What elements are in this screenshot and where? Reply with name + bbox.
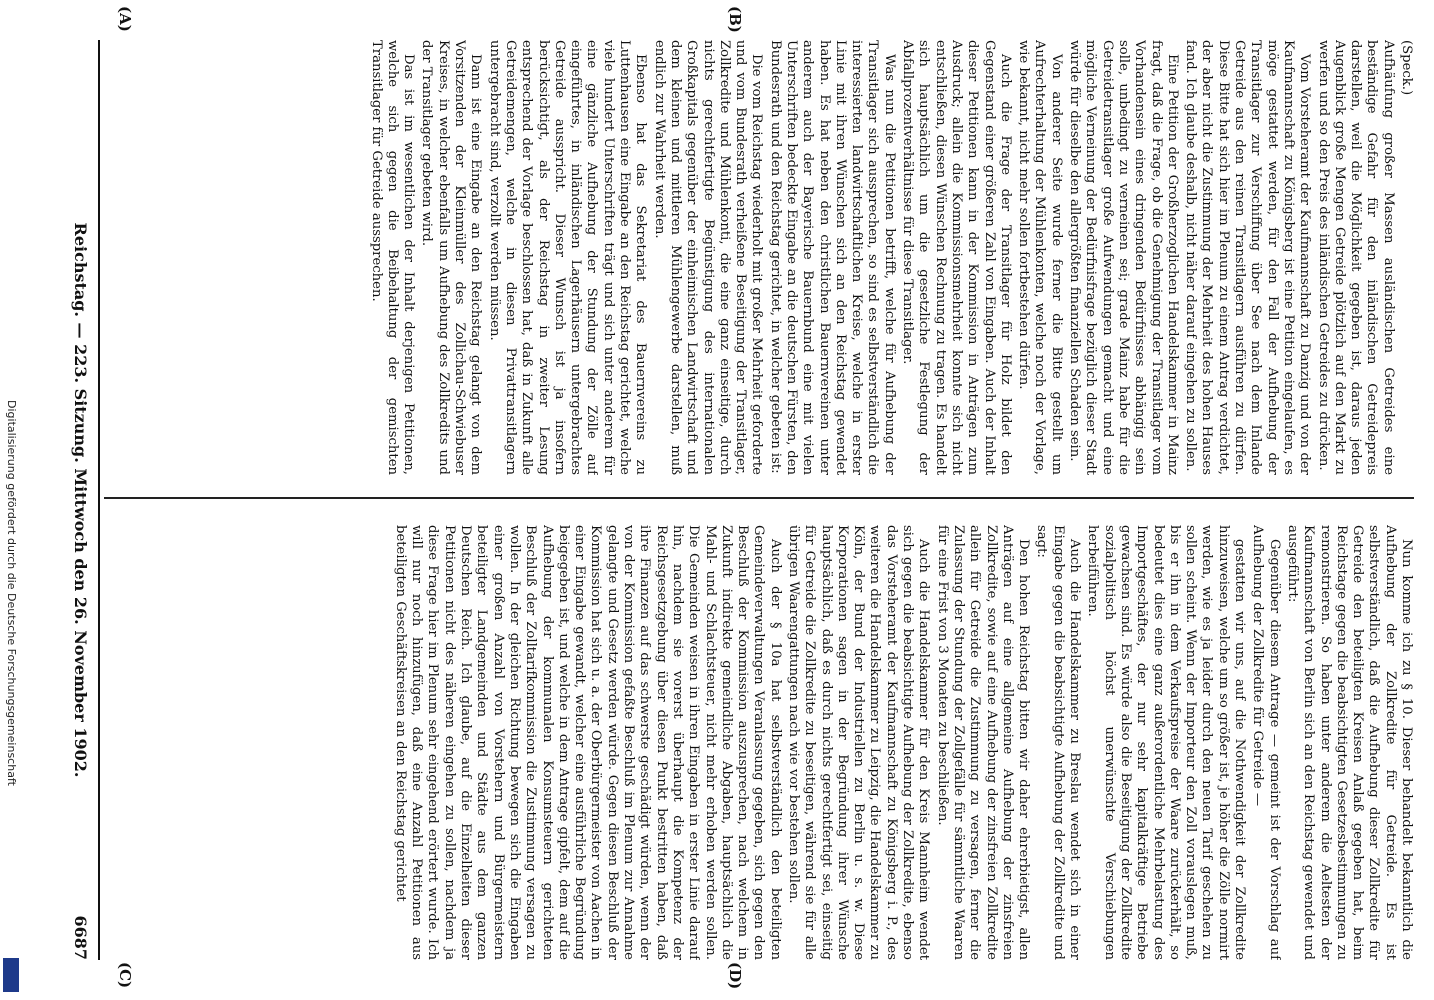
paragraph: Eine Petition der Großherzoglichen Handelskammer in Mainz fragt, daß die Frage, ob die Genehmigung der Transitlager vom Vorhandensein eines dringenden Bedürfnisses abhängig sein solle, unbedingt zu verneinen sei; grade Mainz habe für die Getreidetransitlager große Aufwendungen gemacht und eine mögliche Verneinung der Bedürfnisfrage bezüglich dieser Stadt würde für dieselbe den allergrößten finanziellen Schaden sein. xyxy=(1067,40,1180,475)
speaker-name: (Speck.) xyxy=(1399,40,1414,96)
column-divider xyxy=(104,497,1414,499)
paragraph: Auch die Handelskammer für den Kreis Mannheim wendet sich gegen die beabsichtigte Aufhebung der Zollkredite, ebenso das Vorsteheramt der Kaufmannschaft zu Königsberg i. P., des weiteren die Handelskammer zu Leipzig, die Handelskammer zu Köln, der Bund der Industriellen zu Berlin u. s. w. Diese Korporationen sagen in der Begründung ihrer Wünsche hauptsächlich, daß es durch nichts gerechtfertigt sei, einseitig für Getreide die Zollkredite zu beseitigen, während sie für alle übrigen Waarengattungen nach wie vor bestehen sollen. xyxy=(786,525,932,960)
margin-marker-c: (C) xyxy=(116,962,134,989)
paragraph: Was nun die Petitionen betrifft, welche für Aufhebung der Transitlager sich aussprechen, so sind es selbstverständlich die interessierten landwirtschaftlichen Kreise, welche in erster Linie mit ihren Wünschen sich an den Reichstag gewendet haben. Es hat neben den christlichen Bauernvereinen unter anderem auch der Bayerische Bauernbund eine mit vielen Unterschriften bedeckte Eingabe an die deutschen Fürsten, den Bundesrath und den Reichstag gerichtet, in welcher gebeten ist: xyxy=(767,40,897,475)
paragraph: Von anderer Seite wurde ferner die Bitte gestellt um Aufrechterhaltung der Mühlenkonten, welche noch der Vorlage, wie bekannt, nicht mehr sollen fortbestehen dürfen. xyxy=(1016,40,1064,475)
margin-marker-d: (D) xyxy=(726,962,744,990)
page-header xyxy=(66,40,90,960)
page-number: 6687 xyxy=(71,915,90,960)
paragraph: Vom Vorsteheramt der Kaufmannschaft zu Danzig und von der Kaufmannschaft zu Königsberg ist eine Petition eingelaufen, es möge gestattet werden, für den Fall der Aufhebung der Transitlager zur Verschiffung über See nach dem Inlande Getreide aus den reinen Transitlagern ausführen zu dürfen. Diese Bitte hat sich hier im Plenum zu einem Antrag verdichtet, der aber nicht die Zustimmung der Mehrheit des hohen Hauses fand. Ich glaube deshalb, nicht näher darauf eingehen zu sollen. xyxy=(1183,40,1313,475)
dfg-logo-icon xyxy=(3,958,19,992)
paragraph: Die vom Reichstag wiederholt mit großer Mehrheit geforderte und vom Bundesrath verheißene Beseitigung der Transitlager, Zollkredite und Mühlenkonti, die eine ganz einseitige, durch nichts gerechtfertigte Begünstigung des internationalen Großkapitals gegenüber der einheimischen Landwirtschaft und dem kleinen und mittleren Mühlengewerbe darstellen, muß endlich zur Wahrheit werden. xyxy=(651,40,765,475)
paragraph: Den hohen Reichstag bitten wir daher ehrerbietigst, allen Anträgen auf eine allgemeine Aufhebung der zinsfreien Zollkredite, sowie auf eine Aufhebung der zinsfreien Zollkredite allein für Getreide die Zustimmung zu versagen, ferner die Zulassung der Stundung der Zollgefälle für sämmtliche Waaren für eine Frist von 3 Monaten zu beschließen. xyxy=(934,525,1032,960)
header-rule xyxy=(98,40,100,960)
left-column xyxy=(109,40,1414,475)
right-column xyxy=(109,525,1414,960)
paragraph: Dann ist eine Eingabe an den Reichstag gelangt von dem Vorsitzenden der Kleinmüller des Zollichau-Schwiebuser Kreises, in welcher ebenfalls um Aufhebung des Zollkredits und der Transitlager gebeten wird. xyxy=(419,40,484,475)
paragraph: Auch der § 10a hat selbstverständlich den beteiligten Gemeindeverwaltungen Veranlassung gegeben, sich gegen den Beschluß der Kommission auszusprechen, nach welchem in Zukunft indirekte gemeindliche Abgaben, hauptsächlich die Mahl- und Schlachtsteuer, nicht mehr erhoben werden sollen. Die Gemeinden weisen in ihren Eingaben in erster Linie darauf hin, nachdem sie vorerst überhaupt die Kompetenz der Reichsgesetzgebung über diesen Punkt bestritten haben, daß ihre Finanzen auf das schwerste geschädigt würden, wenn der von der Kommission gefaßte Beschluß im Plenum zur Annahme gelangte und Gesetz werden würde. Gegen diesen Beschluß der Kommission hat sich u. a. der Oberbürgermeister von Aachen in einer Eingabe gewandt, welcher eine ausführliche Begründung beigegeben ist, und welche in dem Antrage gipfelt, dem auf die Aufhebung der kommunalen Konsumsteuern gerichteten Beschluß der Zolltarifkommission die Zustimmung versagen zu wollen. In der gleichen Richtung bewegen sich die Eingaben einer großen Anzahl von Vorstehern und Bürgermeistern beteiligter Landgemeinden und Städte aus dem ganzen Deutschen Reich. Ich glaube, auf die Einzelheiten dieser Petitionen nicht des näheren eingehen zu sollen, nachdem ja diese Frage hier im Plenum sehr eingehend erörtert wurde. Ich will nur noch hinzufügen, daß eine Anzahl Petitionen aus beteiligten Geschäftskreisen an den Reichstag gerichtet xyxy=(392,525,783,960)
margin-marker-b: (B) xyxy=(726,6,744,33)
digitization-text: Digitalisierung gefördert durch die Deutsche Forschungsgemeinschaft xyxy=(5,400,18,786)
paragraph: Aufhäufung großer Massen ausländischen Getreides eine beständige Gefahr für den inländischen Getreidepreis darstellen, weil die Möglichkeit gegeben ist, daraus jeden Augenblick große Mengen Getreide plötzlich auf den Markt zu werfen und so den Preis des inländischen Getreides zu drücken. xyxy=(1315,40,1396,475)
paragraph: Gegenüber diesem Antrage — gemeint ist der Vorschlag auf Aufhebung der Zollkredite für Getreide — xyxy=(1250,525,1282,960)
paragraph: Das ist im wesentlichen der Inhalt derjenigen Petitionen, welche sich gegen die Beibehaltung der gemischten Transitlager für Getreide aussprechen. xyxy=(368,40,417,475)
paragraph: Auch die Frage der Transitlager für Holz bildet den Gegenstand einer größeren Zahl von Eingaben. Auch der Inhalt dieser Petitionen kann in der Kommission in Anträgen zum Ausdruck; allein die Kommissionsmehrheit konnte sich nicht entschließen, diesen Wünschen Rechnung zu tragen. Es handelt sich hauptsächlich um die gesetzliche Festlegung der Abfallprozentverhältnisse für diese Transitlager. xyxy=(900,40,1013,475)
margin-marker-a: (A) xyxy=(116,6,134,32)
paragraph: gestatten wir uns, auf die Nothwendigkeit der Zollkredite hinzuweisen, welche um so größer ist, je höher die Zölle normirt werden, wie es ja leider durch den neuen Tarif geschehen zu sollen scheint. Wenn der Importeur den Zoll vorauslegen muß, bis er ihn in dem Verkaufspreise der Waare zurückerhält, so bedeutet dies eine ganz außerordentliche Mehrbelastung des Importgeschäftes, der nur sehr kapitalkräftige Betriebe gewachsen sind. Es würde also die Beseitigung der Zollkredite sozialpolitisch höchst unerwünschte Verschiebungen herbeiführen. xyxy=(1085,525,1248,960)
running-head: Reichstag. — 223. Sitzung. Mittwoch den 26. November 1902. xyxy=(71,222,90,778)
paragraph: Auch die Handelskammer zu Breslau wendet sich in einer Eingabe gegen die beabsichtigte Aufhebung der Zollkredite und sagt: xyxy=(1034,525,1083,960)
paragraph: Ebenso hat das Sekretariat des Bauernvereins zu Luttenhausen eine Eingabe an den Reichstag gerichtet, welche viele hundert Unterschriften trägt und sich unter anderem für eine gänzliche Aufhebung der Stundung der Zölle auf eingeführtes, in inländischen Lagerhäusern untergebrachtes Getreide ausspricht. Dieser Wunsch ist ja insofern berücksichtigt, als der Reichstag in zweiter Lesung entsprechend der Vorlage beschlossen hat, daß in Zukunft alle Getreidemengen, welche in diesen Privattransitlagern untergebracht sind, verzollt werden müssen. xyxy=(486,40,649,475)
digitization-note xyxy=(2,400,22,990)
paragraph: Nun komme ich zu § 10. Dieser behandelt bekanntlich die Aufhebung der Zollkredite für Getreide. Es ist selbstverständlich, daß die Aufhebung dieser Zollkredite für Getreide den beteiligten Kreisen Anlaß gegeben hat, beim Reichstage gegen die beabsichtigten Gesetzesbestimmungen zu remonstrieren. So haben unter anderem die Aeltesten der Kaufmannschaft von Berlin sich an den Reichstag gewendet und ausgeführt: xyxy=(1284,525,1414,960)
